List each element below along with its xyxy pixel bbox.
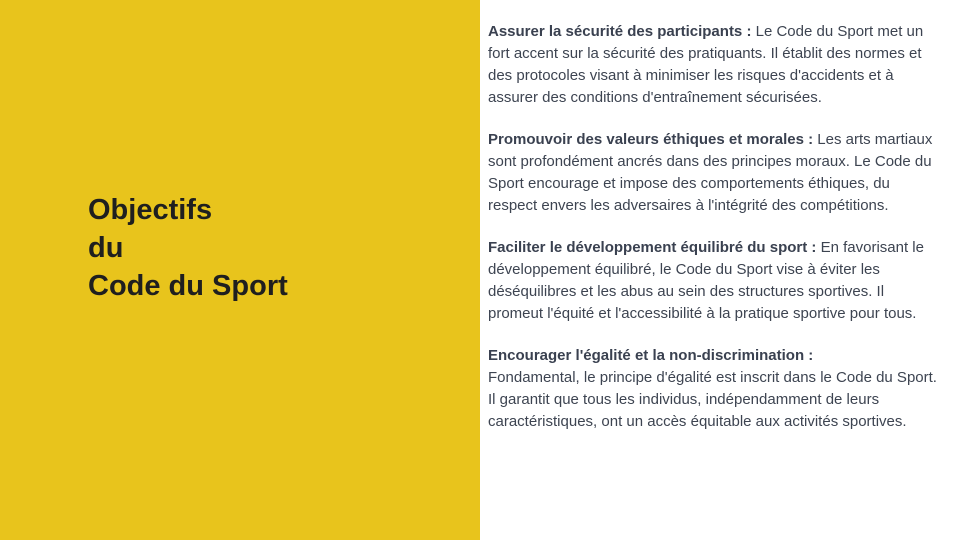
objective-text: Les arts martiaux sont profondément ancrés dans des principes moraux. Le Code du Sport encourage et impose des comportements éthiques, du respect envers les adversaires à l'intégrité des compétitions. — [488, 131, 933, 214]
objective-equality — [488, 345, 942, 433]
objective-ethics — [488, 129, 942, 217]
objective-heading: Assurer la sécurité des participants : — [488, 23, 752, 40]
objective-text: Le Code du Sport met un fort accent sur la sécurité des pratiquants. Il établit des normes et des protocoles visant à minimiser les risques d'accidents et à assurer des conditions d'entraînement sécurisées. — [488, 23, 924, 106]
slide-title — [88, 191, 288, 305]
objective-security — [488, 21, 942, 109]
title-line: Code du Sport — [88, 270, 288, 302]
objective-heading: Faciliter le développement équilibré du sport : — [488, 239, 817, 256]
objectives-list — [488, 21, 942, 453]
title-line: Objectifs — [88, 194, 213, 226]
objective-heading: Encourager l'égalité et la non-discrimination : — [488, 347, 814, 364]
title-line: du — [88, 232, 124, 264]
objective-development — [488, 237, 942, 325]
objective-heading: Promouvoir des valeurs éthiques et morales : — [488, 131, 814, 148]
objective-text: Fondamental, le principe d'égalité est inscrit dans le Code du Sport. Il garantit que tous les individus, indépendamment de leurs caractéristiques, ont un accès équitable aux activités sportives. — [488, 369, 937, 430]
objective-text: En favorisant le développement équilibré, le Code du Sport vise à éviter les déséquilibres et les abus au sein des structures sportives. Il promeut l'équité et l'accessibilité à la pratique sportive pour tous. — [488, 239, 924, 322]
